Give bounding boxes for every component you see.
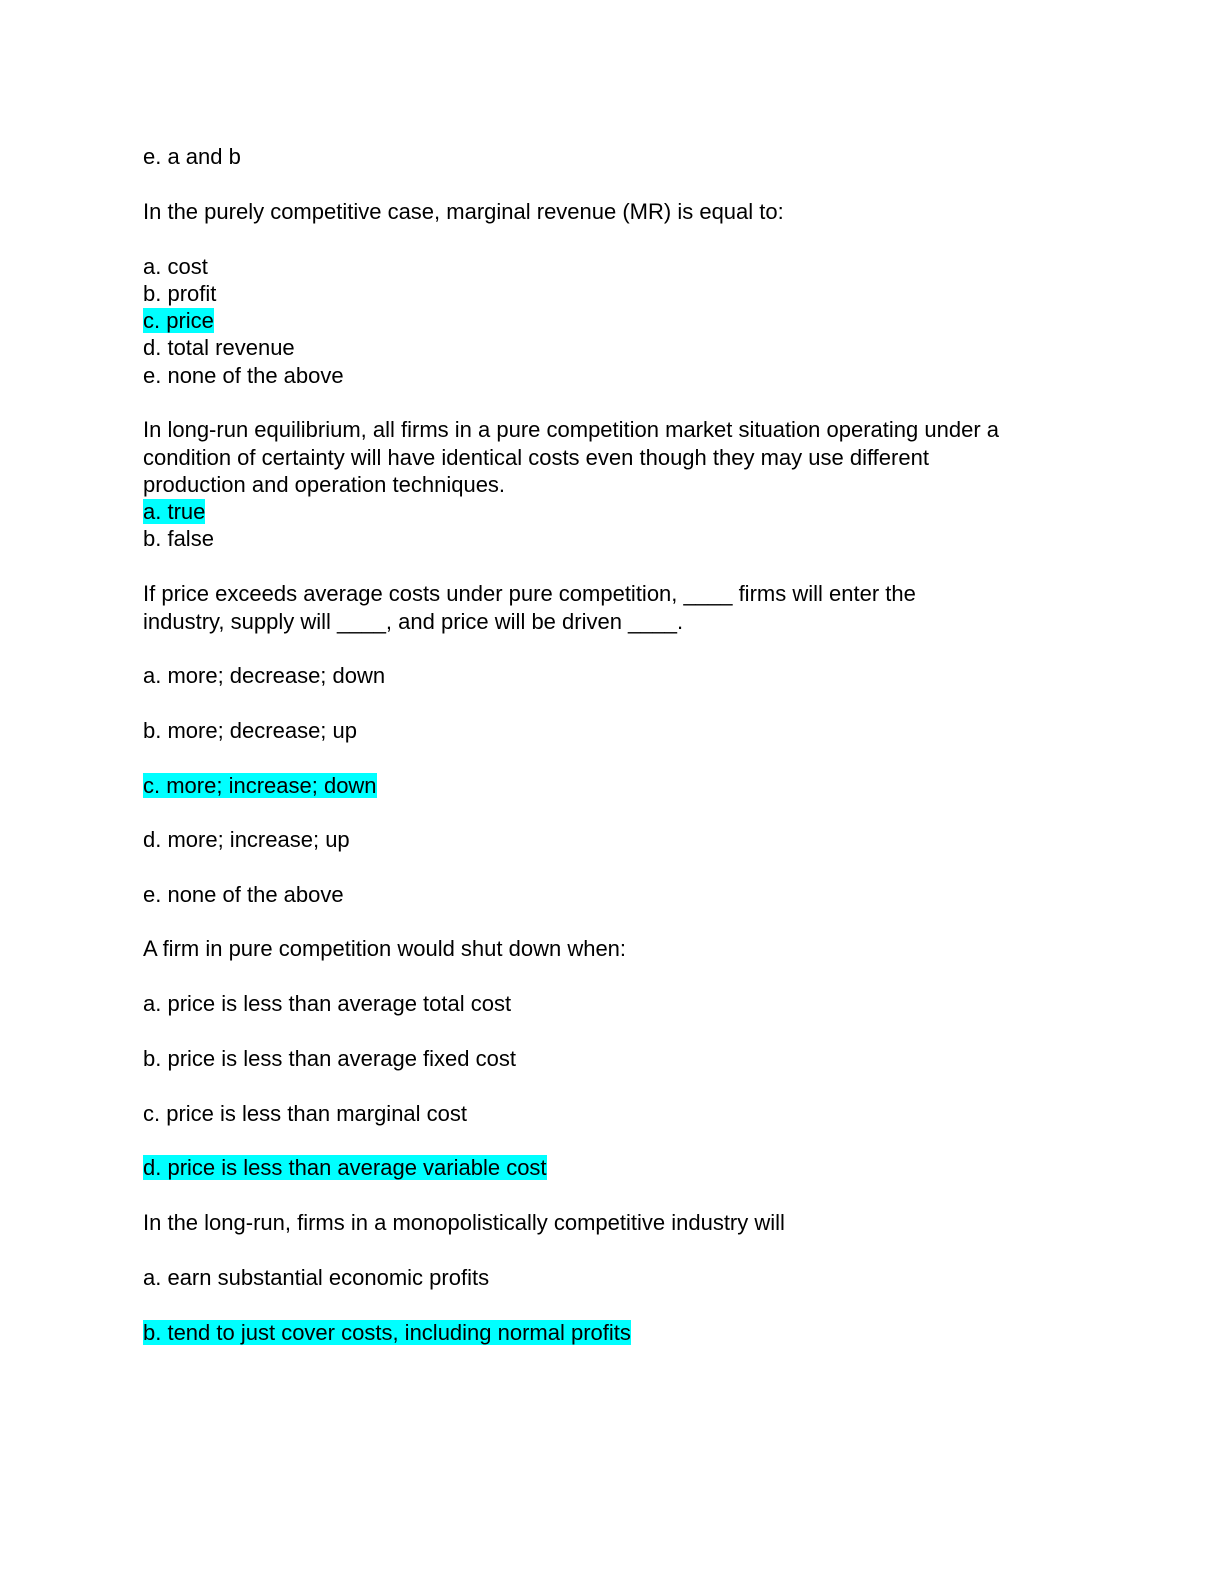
answer-option — [143, 253, 208, 280]
answer-option — [143, 362, 344, 389]
answer-option — [143, 717, 357, 744]
highlighted-answer: d. price is less than average variable cost — [143, 1155, 547, 1180]
answer-option — [143, 662, 385, 689]
answer-option — [143, 881, 344, 908]
line-text: c. price is less than marginal cost — [143, 1101, 468, 1126]
answer-option — [143, 143, 241, 170]
highlighted-answer: b. tend to just cover costs, including normal profits — [143, 1320, 631, 1345]
line-text: a. more; decrease; down — [143, 663, 386, 688]
question-text — [143, 198, 784, 225]
question-text — [143, 444, 929, 471]
line-text: a. cost — [143, 254, 208, 279]
line-text: e. none of the above — [143, 363, 344, 388]
line-text: In the purely competitive case, marginal revenue (MR) is equal to: — [143, 199, 784, 224]
line-text: industry, supply will ____, and price will be driven ____. — [143, 609, 684, 634]
answer-option-correct — [143, 498, 205, 525]
question-text — [143, 608, 683, 635]
answer-option-correct — [143, 307, 214, 334]
line-text: b. profit — [143, 281, 217, 306]
answer-option — [143, 826, 350, 853]
line-text: In long-run equilibrium, all firms in a pure competition market situation operating under a — [143, 417, 999, 442]
highlighted-answer: c. price — [143, 308, 214, 333]
line-text: d. more; increase; up — [143, 827, 350, 852]
line-text: b. price is less than average fixed cost — [143, 1046, 516, 1071]
answer-option — [143, 1045, 516, 1072]
line-text: A firm in pure competition would shut down when: — [143, 936, 627, 961]
line-text: production and operation techniques. — [143, 472, 506, 497]
answer-option — [143, 525, 214, 552]
question-text — [143, 580, 916, 607]
line-text: e. none of the above — [143, 882, 344, 907]
line-text: In the long-run, firms in a monopolistically competitive industry will — [143, 1210, 785, 1235]
line-text: e. a and b — [143, 144, 241, 169]
answer-option — [143, 1264, 489, 1291]
question-text — [143, 416, 999, 443]
line-text: condition of certainty will have identical costs even though they may use different — [143, 445, 929, 470]
answer-option — [143, 1100, 467, 1127]
line-text: If price exceeds average costs under pure competition, ____ firms will enter the — [143, 581, 916, 606]
question-text — [143, 935, 626, 962]
answer-option-correct — [143, 1319, 631, 1346]
question-text — [143, 471, 505, 498]
line-text: b. more; decrease; up — [143, 718, 358, 743]
answer-option — [143, 280, 216, 307]
line-text: a. earn substantial economic profits — [143, 1265, 490, 1290]
highlighted-answer: a. true — [143, 499, 206, 524]
line-text: d. total revenue — [143, 335, 295, 360]
question-text — [143, 1209, 785, 1236]
line-text: b. false — [143, 526, 214, 551]
answer-option — [143, 334, 295, 361]
highlighted-answer: c. more; increase; down — [143, 773, 377, 798]
answer-option-correct — [143, 1154, 547, 1181]
line-text: a. price is less than average total cost — [143, 991, 512, 1016]
answer-option — [143, 990, 511, 1017]
answer-option-correct — [143, 772, 377, 799]
